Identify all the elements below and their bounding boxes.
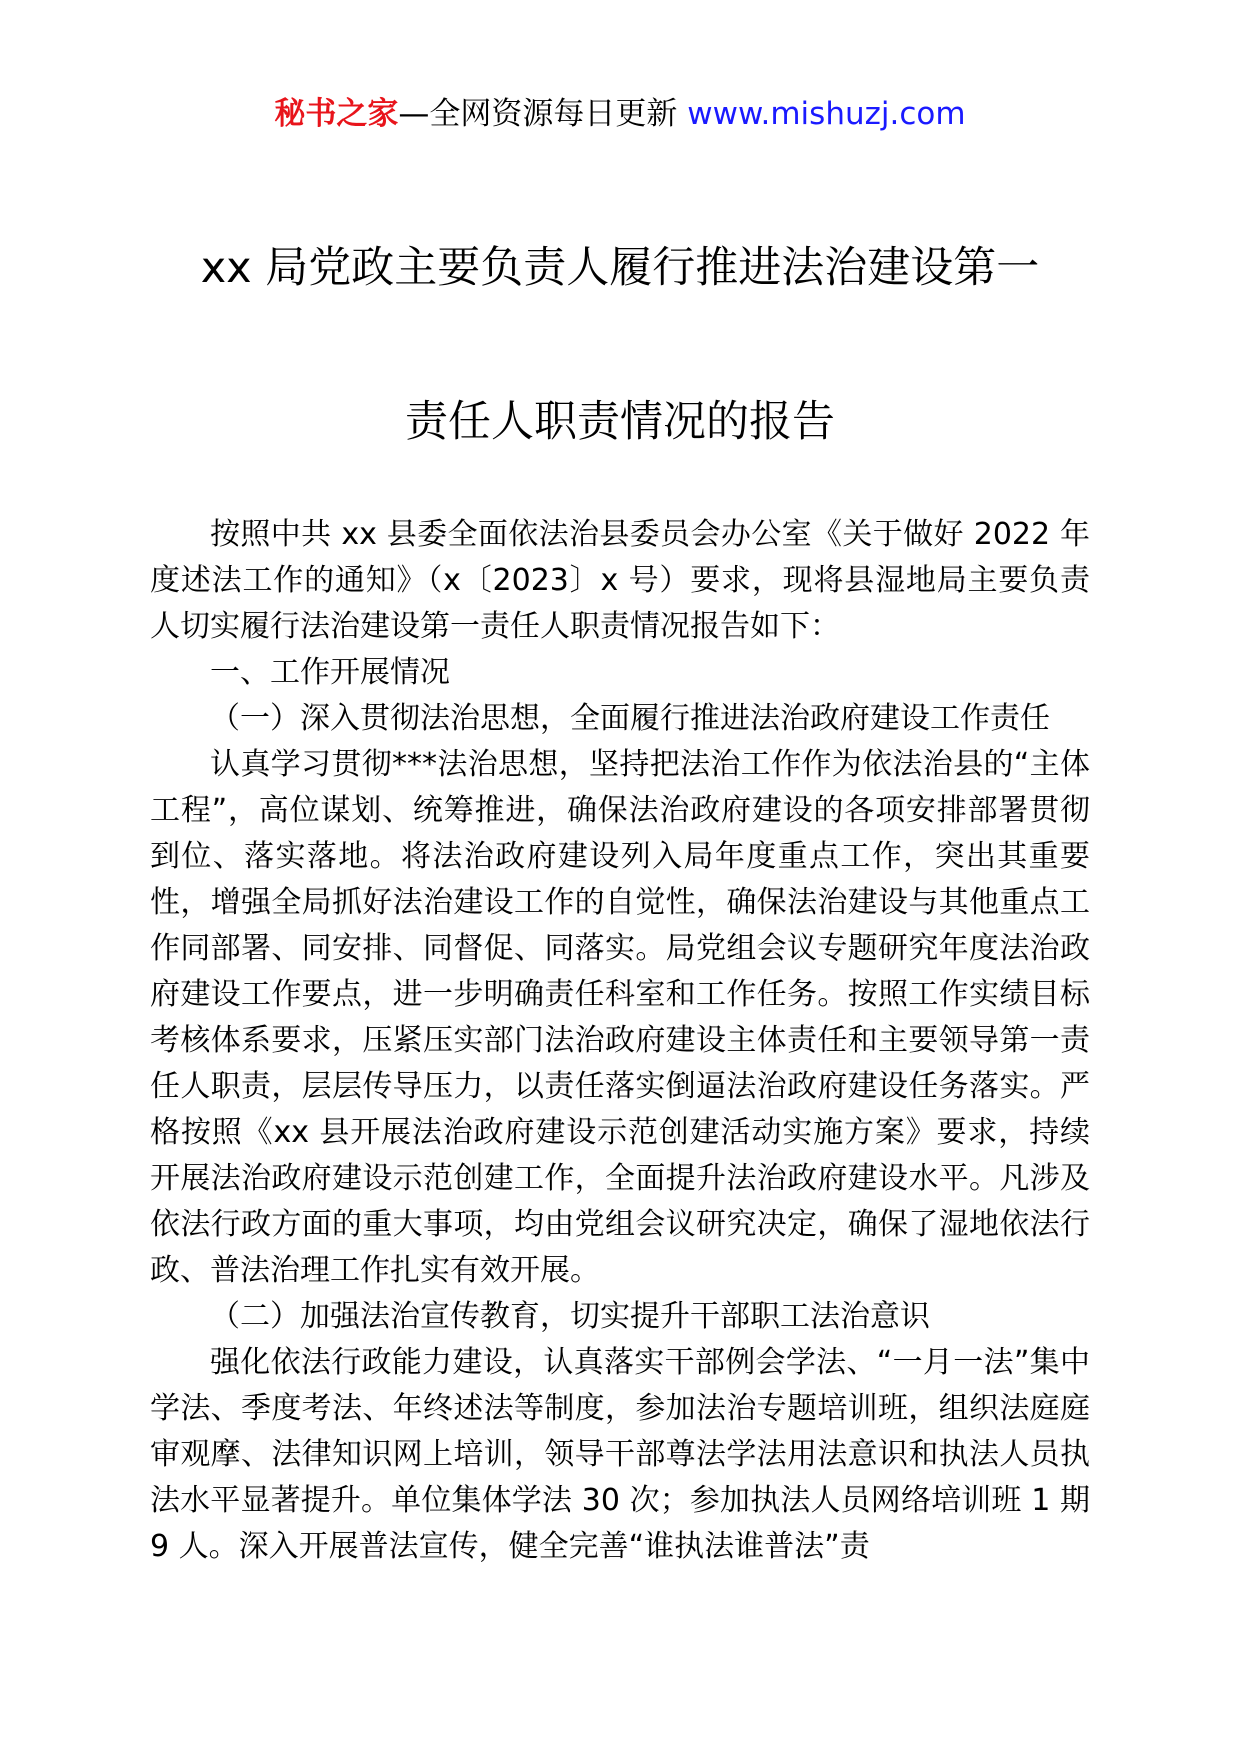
site-url-link[interactable]: www.mishuzj.com <box>687 96 966 132</box>
document-body <box>150 512 1090 1570</box>
document-title-line-2: 责任人职责情况的报告 <box>405 397 835 447</box>
body-paragraph-1: 认真学习贯彻***法治思想，坚持把法治工作作为依法治县的“主体工程”，高位谋划、统筹推进，确保法治政府建设的各项安排部署贯彻到位、落实落地。将法治政府建设列入局年度重点工作，突出其重要性，增强全局抓好法治建设工作的自觉性，确保法治建设与其他重点工作同部署、同安排、同督促、同落实。局党组会议专题研究年度法治政府建设工作要点，进一步明确责任科室和工作任务。按照工作实绩目标考核体系要求，压紧压实部门法治政府建设主体责任和主要领导第一责任人职责，层层传导压力，以责任落实倒逼法治政府建设任务落实。严格按照《xx 县开展法治政府建设示范创建活动实施方案》要求，持续开展法治政府建设示范创建工作，全面提升法治政府建设水平。凡涉及依法行政方面的重大事项，均由党组会议研究决定，确保了湿地依法行政、普法治理工作扎实有效开展。 <box>150 747 1090 1288</box>
section-heading-1: 一、工作开展情况 <box>210 655 450 690</box>
site-slogan: —全网资源每日更新 <box>398 96 678 132</box>
intro-paragraph: 按照中共 xx 县委全面依法治县委员会办公室《关于做好 2022 年度述法工作的通知》（x〔2023〕x 号）要求，现将县湿地局主要负责人切实履行法治建设第一责任人职责情况报告如下： <box>150 517 1090 644</box>
site-brand: 秘书之家 <box>274 96 399 132</box>
subsection-heading-1: （一）深入贯彻法治思想，全面履行推进法治政府建设工作责任 <box>210 701 1050 736</box>
subsection-heading-2: （二）加强法治宣传教育，切实提升干部职工法治意识 <box>210 1299 930 1334</box>
site-header <box>0 92 1240 136</box>
body-paragraph-2: 强化依法行政能力建设，认真落实干部例会学法、“一月一法”集中学法、季度考法、年终述法等制度，参加法治专题培训班，组织法庭庭审观摩、法律知识网上培训，领导干部尊法学法用法意识和执法人员执法水平显著提升。单位集体学法 30 次；参加执法人员网络培训班 1 期 9 人。深入开展普法宣传，健全完善“谁执法谁普法”责 <box>150 1345 1090 1564</box>
document-title-line-1: xx 局党政主要负责人履行推进法治建设第一 <box>200 243 1040 293</box>
